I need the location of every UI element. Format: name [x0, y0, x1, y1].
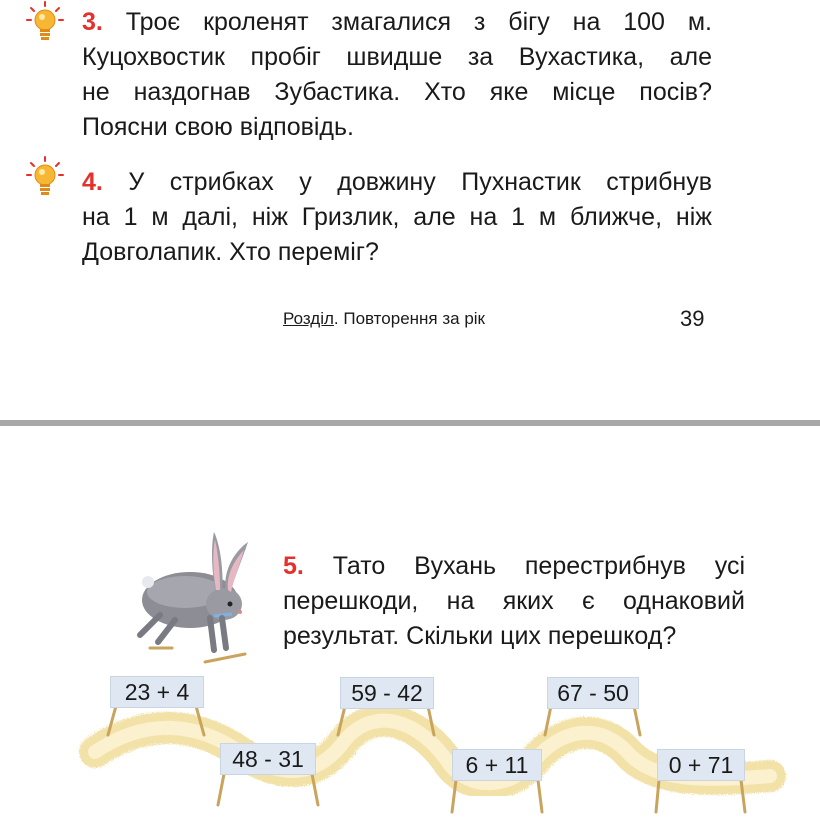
hurdle-sign: 23 + 4 [110, 676, 204, 708]
lightbulb-icon [25, 0, 65, 44]
section-word: Розділ [283, 309, 334, 328]
task-text-line: не наздогнав Зубастика. Хто яке місце посів? [82, 78, 712, 106]
task-5 [283, 549, 745, 654]
task-text-line: Довголапик. Хто переміг? [82, 238, 379, 266]
task-text-line: перешкоди, на яких є однаковий [283, 587, 745, 615]
task-text-line: Троє кроленят змагалися з бігу на 100 м. [125, 8, 712, 36]
task-text-line: Тато Вухань перестрибнув усі [332, 552, 745, 580]
task-number: 5. [283, 552, 304, 580]
page-number: 39 [680, 306, 705, 331]
hurdle-sign: 6 + 11 [452, 749, 542, 781]
hurdle-sign: 48 - 31 [220, 743, 316, 775]
task-number: 4. [82, 168, 103, 196]
lightbulb-icon [25, 155, 65, 199]
hurdle-sign: 59 - 42 [340, 677, 434, 709]
rabbit-illustration [140, 532, 248, 662]
task-3 [82, 5, 712, 145]
task-text-line: на 1 м далі, ніж Гризлик, але на 1 м ближче, ніж [82, 203, 712, 231]
task-4 [82, 165, 712, 270]
task-number: 3. [82, 8, 103, 36]
hurdle-sign: 67 - 50 [547, 677, 639, 709]
section-title: . Повторення за рік [333, 309, 485, 328]
task-text-line: У стрибках у довжину Пухнастик стрибнув [128, 168, 712, 196]
hurdle-sign: 0 + 71 [657, 749, 745, 781]
task-text-line: результат. Скільки цих перешкод? [283, 622, 677, 650]
task-text-line: Поясни свою відповідь. [82, 113, 354, 141]
footer-section-title [283, 309, 485, 329]
task-text-line: Куцохвостик пробіг швидше за Вухастика, але [82, 43, 712, 71]
page-divider [0, 420, 820, 426]
